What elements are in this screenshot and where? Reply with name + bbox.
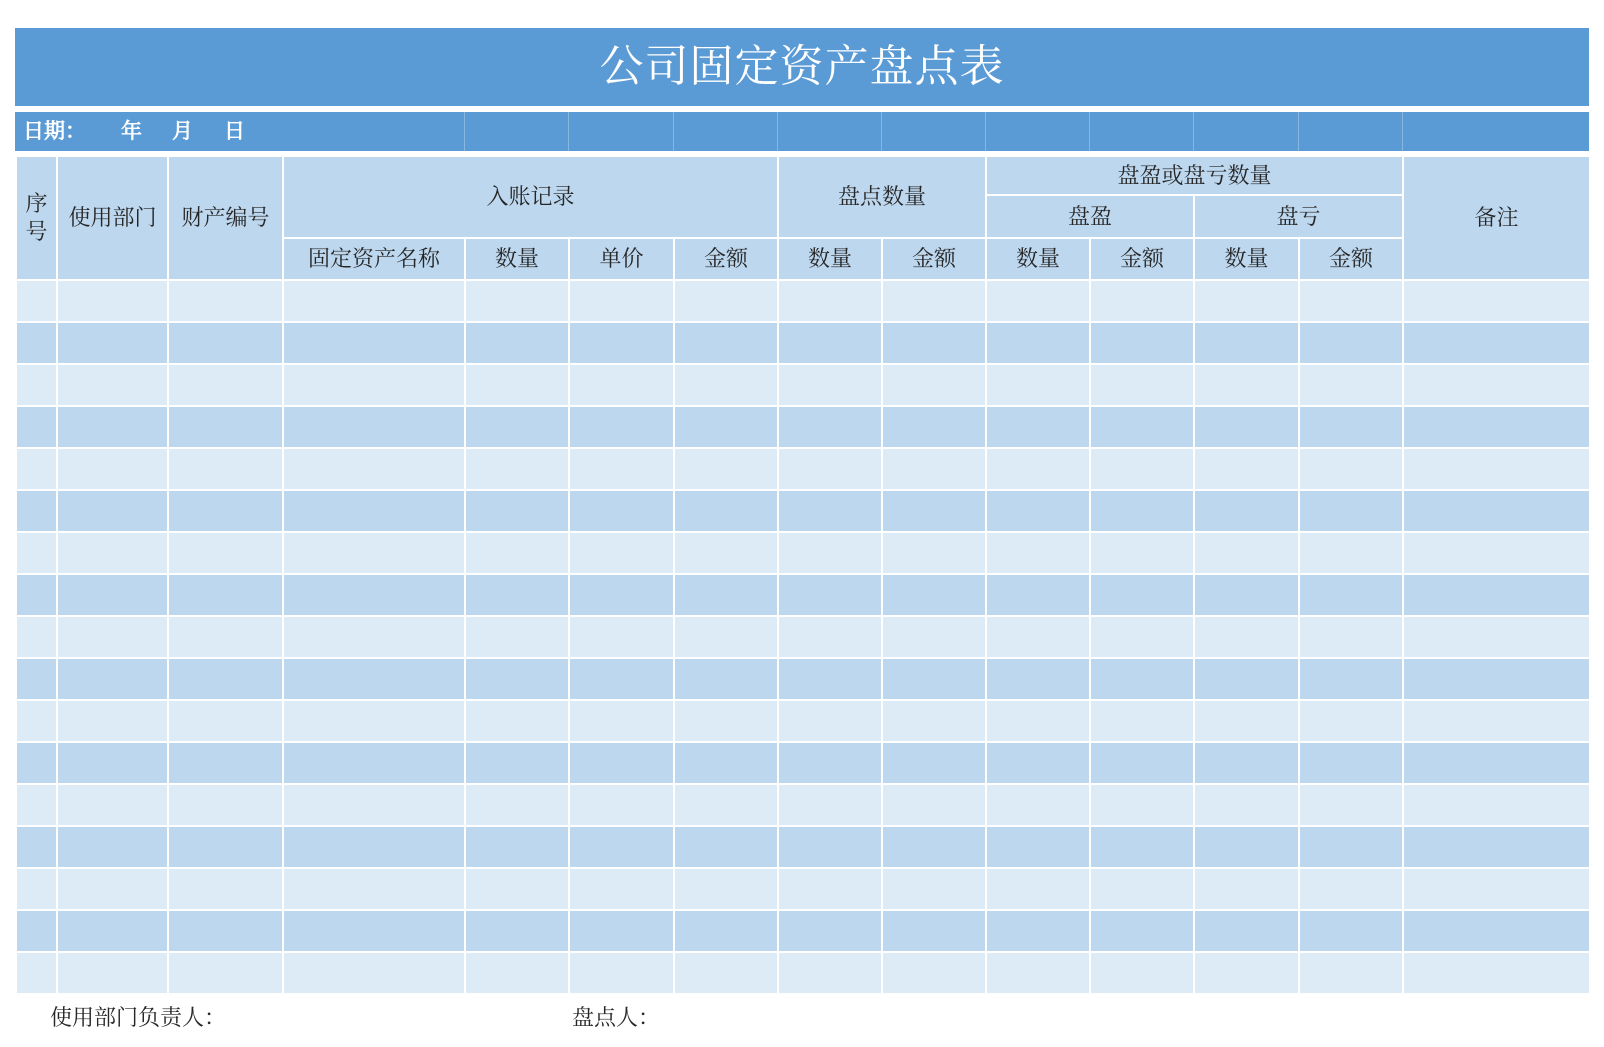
table-cell-department[interactable] xyxy=(57,826,168,868)
table-cell-inventory-quantity[interactable] xyxy=(778,532,882,574)
table-cell-serial-no[interactable] xyxy=(16,658,57,700)
table-row xyxy=(16,616,1590,658)
table-cell-surplus-quantity[interactable] xyxy=(986,910,1090,952)
table-cell-surplus-quantity[interactable] xyxy=(986,364,1090,406)
table-cell-entry-amount[interactable] xyxy=(674,490,778,532)
table-row xyxy=(16,532,1590,574)
header-inventory-amount: 金额 xyxy=(882,238,986,280)
table-cell-deficit-amount[interactable] xyxy=(1299,574,1403,616)
table-cell-asset-name[interactable] xyxy=(283,448,465,490)
table-row xyxy=(16,490,1590,532)
table-cell-deficit-amount[interactable] xyxy=(1299,280,1403,322)
table-cell-unit-price[interactable] xyxy=(569,532,674,574)
table-cell-inventory-amount[interactable] xyxy=(882,742,986,784)
table-cell-deficit-amount[interactable] xyxy=(1299,322,1403,364)
header-surplus: 盘盈 xyxy=(986,195,1194,238)
table-cell-department[interactable] xyxy=(57,322,168,364)
header-inventory-quantity: 盘点数量 xyxy=(778,156,986,238)
table-cell-asset-name[interactable] xyxy=(283,826,465,868)
table-cell-department[interactable] xyxy=(57,448,168,490)
table-cell-asset-number[interactable] xyxy=(168,532,283,574)
table-cell-serial-no[interactable] xyxy=(16,952,57,994)
table-cell-department[interactable] xyxy=(57,658,168,700)
table-cell-serial-no[interactable] xyxy=(16,826,57,868)
table-cell-surplus-quantity[interactable] xyxy=(986,574,1090,616)
header-surplus-amount: 金额 xyxy=(1090,238,1194,280)
table-cell-department[interactable] xyxy=(57,910,168,952)
table-cell-asset-number[interactable] xyxy=(168,910,283,952)
table-row xyxy=(16,700,1590,742)
table-cell-department[interactable] xyxy=(57,574,168,616)
table-row xyxy=(16,658,1590,700)
table-cell-inventory-amount[interactable] xyxy=(882,868,986,910)
table-cell-deficit-quantity[interactable] xyxy=(1194,910,1299,952)
table-cell-serial-no[interactable] xyxy=(16,616,57,658)
table-cell-surplus-amount[interactable] xyxy=(1090,658,1194,700)
table-cell-remarks[interactable] xyxy=(1403,742,1590,784)
table-cell-inventory-amount[interactable] xyxy=(882,574,986,616)
table-cell-inventory-amount[interactable] xyxy=(882,322,986,364)
table-cell-entry-amount[interactable] xyxy=(674,406,778,448)
table-cell-remarks[interactable] xyxy=(1403,574,1590,616)
table-cell-entry-amount[interactable] xyxy=(674,448,778,490)
table-row xyxy=(16,322,1590,364)
table-cell-entry-quantity[interactable] xyxy=(465,406,569,448)
table-body xyxy=(16,280,1590,994)
table-cell-deficit-quantity[interactable] xyxy=(1194,952,1299,994)
table-cell-deficit-quantity[interactable] xyxy=(1194,826,1299,868)
table-cell-inventory-amount[interactable] xyxy=(882,490,986,532)
table-cell-unit-price[interactable] xyxy=(569,364,674,406)
table-row xyxy=(16,910,1590,952)
table-cell-inventory-amount[interactable] xyxy=(882,700,986,742)
table-cell-asset-name[interactable] xyxy=(283,364,465,406)
table-cell-entry-amount[interactable] xyxy=(674,700,778,742)
table-cell-inventory-quantity[interactable] xyxy=(778,784,882,826)
table-cell-serial-no[interactable] xyxy=(16,574,57,616)
date-month-label: 月 xyxy=(172,119,193,143)
table-cell-deficit-quantity[interactable] xyxy=(1194,280,1299,322)
table-cell-asset-number[interactable] xyxy=(168,364,283,406)
table-cell-deficit-quantity[interactable] xyxy=(1194,574,1299,616)
table-cell-entry-quantity[interactable] xyxy=(465,742,569,784)
table-cell-deficit-quantity[interactable] xyxy=(1194,532,1299,574)
table-cell-asset-name[interactable] xyxy=(283,658,465,700)
table-cell-surplus-quantity[interactable] xyxy=(986,826,1090,868)
table-cell-unit-price[interactable] xyxy=(569,448,674,490)
table-cell-serial-no[interactable] xyxy=(16,448,57,490)
table-cell-surplus-quantity[interactable] xyxy=(986,448,1090,490)
inventory-table xyxy=(15,155,1591,995)
table-cell-deficit-amount[interactable] xyxy=(1299,490,1403,532)
table-row xyxy=(16,364,1590,406)
table-cell-unit-price[interactable] xyxy=(569,574,674,616)
table-cell-inventory-quantity[interactable] xyxy=(778,280,882,322)
table-cell-entry-amount[interactable] xyxy=(674,826,778,868)
date-bar-cell xyxy=(777,112,881,151)
table-cell-deficit-quantity[interactable] xyxy=(1194,406,1299,448)
table-cell-department[interactable] xyxy=(57,532,168,574)
table-row xyxy=(16,448,1590,490)
table-cell-serial-no[interactable] xyxy=(16,322,57,364)
table-cell-deficit-amount[interactable] xyxy=(1299,784,1403,826)
table-cell-deficit-quantity[interactable] xyxy=(1194,700,1299,742)
table-cell-deficit-quantity[interactable] xyxy=(1194,868,1299,910)
table-row xyxy=(16,868,1590,910)
date-bar-cell xyxy=(1193,112,1298,151)
table-cell-asset-number[interactable] xyxy=(168,868,283,910)
table-cell-entry-quantity[interactable] xyxy=(465,910,569,952)
table-cell-entry-quantity[interactable] xyxy=(465,364,569,406)
table-cell-unit-price[interactable] xyxy=(569,280,674,322)
table-cell-asset-number[interactable] xyxy=(168,322,283,364)
table-cell-asset-name[interactable] xyxy=(283,952,465,994)
table-cell-department[interactable] xyxy=(57,868,168,910)
table-cell-asset-name[interactable] xyxy=(283,532,465,574)
table-cell-surplus-quantity[interactable] xyxy=(986,658,1090,700)
table-cell-inventory-quantity[interactable] xyxy=(778,490,882,532)
page-title: 公司固定资产盘点表 xyxy=(599,42,1005,91)
table-cell-inventory-amount[interactable] xyxy=(882,910,986,952)
table-cell-entry-amount[interactable] xyxy=(674,952,778,994)
table-row xyxy=(16,952,1590,994)
date-bar-cell xyxy=(985,112,1089,151)
table-cell-entry-quantity[interactable] xyxy=(465,616,569,658)
table-cell-surplus-amount[interactable] xyxy=(1090,280,1194,322)
table-cell-surplus-quantity[interactable] xyxy=(986,322,1090,364)
table-cell-asset-number[interactable] xyxy=(168,742,283,784)
table-cell-department[interactable] xyxy=(57,406,168,448)
table-cell-unit-price[interactable] xyxy=(569,490,674,532)
table-cell-inventory-amount[interactable] xyxy=(882,658,986,700)
table-cell-entry-amount[interactable] xyxy=(674,910,778,952)
table-cell-inventory-amount[interactable] xyxy=(882,952,986,994)
table-cell-inventory-quantity[interactable] xyxy=(778,742,882,784)
table-cell-entry-quantity[interactable] xyxy=(465,700,569,742)
table-cell-entry-amount[interactable] xyxy=(674,742,778,784)
table-cell-deficit-quantity[interactable] xyxy=(1194,490,1299,532)
table-cell-remarks[interactable] xyxy=(1403,532,1590,574)
table-cell-department[interactable] xyxy=(57,700,168,742)
table-cell-entry-quantity[interactable] xyxy=(465,868,569,910)
header-asset-number: 财产编号 xyxy=(168,156,283,280)
table-cell-inventory-amount[interactable] xyxy=(882,784,986,826)
table-cell-serial-no[interactable] xyxy=(16,910,57,952)
table-cell-department[interactable] xyxy=(57,784,168,826)
table-cell-department[interactable] xyxy=(57,490,168,532)
table-row xyxy=(16,826,1590,868)
table-cell-asset-name[interactable] xyxy=(283,280,465,322)
date-label: 日期： xyxy=(23,119,86,143)
table-cell-inventory-quantity[interactable] xyxy=(778,910,882,952)
table-cell-asset-number[interactable] xyxy=(168,700,283,742)
table-cell-asset-number[interactable] xyxy=(168,616,283,658)
date-bar-cell xyxy=(673,112,777,151)
table-cell-department[interactable] xyxy=(57,952,168,994)
table-cell-remarks[interactable] xyxy=(1403,322,1590,364)
table-cell-remarks[interactable] xyxy=(1403,952,1590,994)
table-cell-unit-price[interactable] xyxy=(569,784,674,826)
date-bar-cell xyxy=(881,112,985,151)
table-cell-inventory-quantity[interactable] xyxy=(778,448,882,490)
table-cell-deficit-amount[interactable] xyxy=(1299,658,1403,700)
table-cell-unit-price[interactable] xyxy=(569,868,674,910)
table-cell-surplus-amount[interactable] xyxy=(1090,406,1194,448)
table-cell-entry-amount[interactable] xyxy=(674,658,778,700)
table-row xyxy=(16,742,1590,784)
table-cell-entry-quantity[interactable] xyxy=(465,574,569,616)
table-cell-asset-name[interactable] xyxy=(283,490,465,532)
table-cell-remarks[interactable] xyxy=(1403,868,1590,910)
table-cell-entry-quantity[interactable] xyxy=(465,448,569,490)
table-cell-remarks[interactable] xyxy=(1403,910,1590,952)
table-cell-remarks[interactable] xyxy=(1403,658,1590,700)
table-cell-asset-name[interactable] xyxy=(283,784,465,826)
table-cell-unit-price[interactable] xyxy=(569,826,674,868)
table-cell-deficit-amount[interactable] xyxy=(1299,406,1403,448)
table-cell-unit-price[interactable] xyxy=(569,616,674,658)
table-cell-deficit-amount[interactable] xyxy=(1299,826,1403,868)
date-bar xyxy=(15,112,1589,151)
table-cell-entry-amount[interactable] xyxy=(674,784,778,826)
table-cell-inventory-quantity[interactable] xyxy=(778,868,882,910)
table-cell-inventory-amount[interactable] xyxy=(882,406,986,448)
table-cell-surplus-amount[interactable] xyxy=(1090,532,1194,574)
table-cell-inventory-amount[interactable] xyxy=(882,364,986,406)
table-cell-asset-number[interactable] xyxy=(168,406,283,448)
table-cell-serial-no[interactable] xyxy=(16,406,57,448)
table-cell-remarks[interactable] xyxy=(1403,490,1590,532)
table-cell-deficit-quantity[interactable] xyxy=(1194,784,1299,826)
table-cell-entry-amount[interactable] xyxy=(674,868,778,910)
table-cell-entry-quantity[interactable] xyxy=(465,280,569,322)
date-year-label: 年 xyxy=(121,119,142,143)
table-cell-surplus-quantity[interactable] xyxy=(986,868,1090,910)
date-bar-cell xyxy=(1402,112,1589,151)
table-cell-inventory-amount[interactable] xyxy=(882,448,986,490)
table-cell-unit-price[interactable] xyxy=(569,910,674,952)
table-cell-surplus-amount[interactable] xyxy=(1090,616,1194,658)
table-cell-surplus-quantity[interactable] xyxy=(986,784,1090,826)
table-cell-surplus-amount[interactable] xyxy=(1090,742,1194,784)
table-cell-department[interactable] xyxy=(57,364,168,406)
table-header xyxy=(16,156,1590,280)
table-cell-inventory-quantity[interactable] xyxy=(778,658,882,700)
table-cell-remarks[interactable] xyxy=(1403,826,1590,868)
inventory-person-signature-label: 盘点人： xyxy=(572,1005,661,1030)
table-cell-inventory-amount[interactable] xyxy=(882,826,986,868)
table-cell-inventory-quantity[interactable] xyxy=(778,952,882,994)
table-cell-entry-amount[interactable] xyxy=(674,364,778,406)
table-cell-remarks[interactable] xyxy=(1403,406,1590,448)
table-cell-inventory-quantity[interactable] xyxy=(778,574,882,616)
table-cell-entry-amount[interactable] xyxy=(674,280,778,322)
table-cell-surplus-amount[interactable] xyxy=(1090,364,1194,406)
table-cell-deficit-quantity[interactable] xyxy=(1194,364,1299,406)
table-cell-department[interactable] xyxy=(57,280,168,322)
table-cell-asset-number[interactable] xyxy=(168,280,283,322)
table-cell-inventory-quantity[interactable] xyxy=(778,364,882,406)
table-cell-entry-amount[interactable] xyxy=(674,616,778,658)
table-cell-deficit-amount[interactable] xyxy=(1299,952,1403,994)
table-cell-deficit-amount[interactable] xyxy=(1299,364,1403,406)
date-bar-cell xyxy=(464,112,568,151)
table-cell-surplus-amount[interactable] xyxy=(1090,784,1194,826)
table-cell-surplus-amount[interactable] xyxy=(1090,952,1194,994)
table-cell-deficit-quantity[interactable] xyxy=(1194,322,1299,364)
table-cell-surplus-quantity[interactable] xyxy=(986,490,1090,532)
header-deficit: 盘亏 xyxy=(1194,195,1403,238)
table-row xyxy=(16,280,1590,322)
header-unit-price: 单价 xyxy=(569,238,674,280)
title-bar xyxy=(15,28,1589,106)
table-cell-surplus-quantity[interactable] xyxy=(986,406,1090,448)
table-cell-department[interactable] xyxy=(57,616,168,658)
table-cell-entry-amount[interactable] xyxy=(674,574,778,616)
table-row xyxy=(16,784,1590,826)
table-row xyxy=(16,574,1590,616)
header-remarks: 备注 xyxy=(1403,156,1590,280)
table-cell-surplus-amount[interactable] xyxy=(1090,910,1194,952)
date-bar-row xyxy=(15,112,1589,151)
table-cell-asset-name[interactable] xyxy=(283,910,465,952)
table-cell-inventory-amount[interactable] xyxy=(882,616,986,658)
header-entry-quantity: 数量 xyxy=(465,238,569,280)
table-cell-surplus-quantity[interactable] xyxy=(986,280,1090,322)
table-cell-asset-name[interactable] xyxy=(283,742,465,784)
table-cell-remarks[interactable] xyxy=(1403,700,1590,742)
table-cell-department[interactable] xyxy=(57,742,168,784)
table-cell-surplus-quantity[interactable] xyxy=(986,616,1090,658)
table-cell-deficit-quantity[interactable] xyxy=(1194,616,1299,658)
table-cell-surplus-amount[interactable] xyxy=(1090,322,1194,364)
table-cell-remarks[interactable] xyxy=(1403,364,1590,406)
table-cell-inventory-quantity[interactable] xyxy=(778,322,882,364)
header-row-1 xyxy=(16,156,1590,195)
header-deficit-quantity: 数量 xyxy=(1194,238,1299,280)
table-cell-remarks[interactable] xyxy=(1403,616,1590,658)
table-cell-asset-name[interactable] xyxy=(283,700,465,742)
date-bar-cell xyxy=(1298,112,1402,151)
header-deficit-amount: 金额 xyxy=(1299,238,1403,280)
table-cell-deficit-quantity[interactable] xyxy=(1194,448,1299,490)
table-cell-deficit-amount[interactable] xyxy=(1299,532,1403,574)
table-cell-unit-price[interactable] xyxy=(569,406,674,448)
table-cell-surplus-amount[interactable] xyxy=(1090,490,1194,532)
table-cell-asset-name[interactable] xyxy=(283,322,465,364)
table-cell-asset-number[interactable] xyxy=(168,490,283,532)
table-cell-surplus-amount[interactable] xyxy=(1090,700,1194,742)
header-entry-record: 入账记录 xyxy=(283,156,778,238)
table-cell-asset-number[interactable] xyxy=(168,826,283,868)
table-cell-surplus-amount[interactable] xyxy=(1090,826,1194,868)
header-surplus-or-deficit: 盘盈或盘亏数量 xyxy=(986,156,1403,195)
table-cell-deficit-amount[interactable] xyxy=(1299,910,1403,952)
table-cell-asset-name[interactable] xyxy=(283,574,465,616)
table-cell-serial-no[interactable] xyxy=(16,868,57,910)
table-cell-unit-price[interactable] xyxy=(569,700,674,742)
department-head-signature-label: 使用部门负责人： xyxy=(50,1005,227,1030)
table-cell-remarks[interactable] xyxy=(1403,280,1590,322)
table-cell-asset-number[interactable] xyxy=(168,658,283,700)
table-cell-inventory-amount[interactable] xyxy=(882,532,986,574)
table-cell-surplus-quantity[interactable] xyxy=(986,742,1090,784)
table-cell-deficit-amount[interactable] xyxy=(1299,700,1403,742)
header-department: 使用部门 xyxy=(57,156,168,280)
table-cell-deficit-amount[interactable] xyxy=(1299,868,1403,910)
table-cell-unit-price[interactable] xyxy=(569,322,674,364)
table-cell-serial-no[interactable] xyxy=(16,490,57,532)
table-cell-serial-no[interactable] xyxy=(16,742,57,784)
table-cell-surplus-quantity[interactable] xyxy=(986,700,1090,742)
table-cell-entry-quantity[interactable] xyxy=(465,490,569,532)
header-inventory-qty: 数量 xyxy=(778,238,882,280)
table-cell-asset-name[interactable] xyxy=(283,406,465,448)
table-cell-unit-price[interactable] xyxy=(569,742,674,784)
table-cell-deficit-amount[interactable] xyxy=(1299,742,1403,784)
table-cell-asset-name[interactable] xyxy=(283,616,465,658)
table-cell-deficit-quantity[interactable] xyxy=(1194,658,1299,700)
date-day-label: 日 xyxy=(224,119,245,143)
table-cell-serial-no[interactable] xyxy=(16,364,57,406)
date-bar-cell xyxy=(1089,112,1193,151)
table-cell-inventory-quantity[interactable] xyxy=(778,700,882,742)
table-cell-deficit-amount[interactable] xyxy=(1299,616,1403,658)
table-cell-inventory-quantity[interactable] xyxy=(778,826,882,868)
table-cell-entry-quantity[interactable] xyxy=(465,826,569,868)
table-cell-surplus-amount[interactable] xyxy=(1090,574,1194,616)
table-cell-serial-no[interactable] xyxy=(16,784,57,826)
table-cell-inventory-amount[interactable] xyxy=(882,280,986,322)
table-cell-serial-no[interactable] xyxy=(16,532,57,574)
table-cell-asset-number[interactable] xyxy=(168,574,283,616)
table-cell-inventory-quantity[interactable] xyxy=(778,616,882,658)
date-bar-cell xyxy=(568,112,673,151)
table-row xyxy=(16,406,1590,448)
table-cell-asset-number[interactable] xyxy=(168,784,283,826)
table-cell-surplus-amount[interactable] xyxy=(1090,448,1194,490)
table-cell-unit-price[interactable] xyxy=(569,952,674,994)
header-asset-name: 固定资产名称 xyxy=(283,238,465,280)
table-cell-asset-number[interactable] xyxy=(168,448,283,490)
table-cell-entry-amount[interactable] xyxy=(674,532,778,574)
date-field[interactable] xyxy=(15,112,464,151)
table-cell-serial-no[interactable] xyxy=(16,280,57,322)
table-cell-surplus-amount[interactable] xyxy=(1090,868,1194,910)
header-entry-amount: 金额 xyxy=(674,238,778,280)
table-cell-inventory-quantity[interactable] xyxy=(778,406,882,448)
table-cell-deficit-quantity[interactable] xyxy=(1194,742,1299,784)
table-cell-asset-name[interactable] xyxy=(283,868,465,910)
header-serial-no: 序号 xyxy=(16,156,57,280)
table-cell-surplus-quantity[interactable] xyxy=(986,952,1090,994)
table-cell-surplus-quantity[interactable] xyxy=(986,532,1090,574)
table-cell-entry-quantity[interactable] xyxy=(465,952,569,994)
table-cell-asset-number[interactable] xyxy=(168,952,283,994)
table-cell-remarks[interactable] xyxy=(1403,448,1590,490)
table-cell-unit-price[interactable] xyxy=(569,658,674,700)
table-cell-entry-quantity[interactable] xyxy=(465,532,569,574)
table-cell-entry-amount[interactable] xyxy=(674,322,778,364)
table-cell-entry-quantity[interactable] xyxy=(465,322,569,364)
table-cell-serial-no[interactable] xyxy=(16,700,57,742)
table-cell-deficit-amount[interactable] xyxy=(1299,448,1403,490)
table-cell-entry-quantity[interactable] xyxy=(465,784,569,826)
table-cell-remarks[interactable] xyxy=(1403,784,1590,826)
header-surplus-quantity: 数量 xyxy=(986,238,1090,280)
table-cell-entry-quantity[interactable] xyxy=(465,658,569,700)
